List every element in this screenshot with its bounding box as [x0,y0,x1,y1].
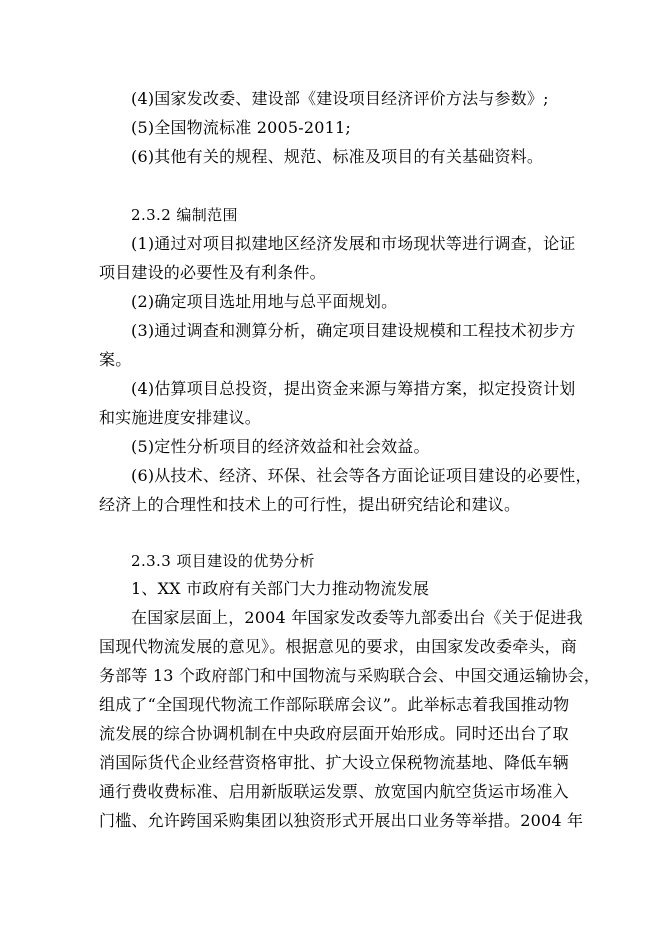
section-heading-232: 2.3.2 编制范围 [131,206,238,224]
scope-line: (5)定性分析项目的经济效益和社会效益。 [131,437,430,456]
basis-item-6: (6)其他有关的规程、规范、标准及项目的有关基础资料。 [131,147,544,166]
paragraph-line: 国现代物流发展的意见》。根据意见的要求，由国家发改委牵头，商 [99,637,578,656]
paragraph-line: 在国家层面上，2004 年国家发改委等九部委出台《关于促进我 [131,608,583,627]
paragraph-line: 通行费收费标准、启用新版联运发票、放宽国内航空货运市场准入 [99,782,569,801]
basis-item-5: (5)全国物流标准 2005-2011; [131,118,351,137]
basis-item-4: (4)国家发改委、建设部《建设项目经济评价方法与参数》; [131,89,549,108]
paragraph-line: 组成了“全国现代物流工作部际联席会议”。此举标志着我国推动物 [99,695,570,714]
scope-line: 和实施进度安排建议。 [99,408,262,427]
section-heading-233: 2.3.3 项目建设的优势分析 [131,552,315,570]
scope-line: (3)通过调查和测算分析，确定项目建设规模和工程技术初步方 [131,321,576,340]
scope-line: 经济上的合理性和技术上的可行性，提出研究结论和建议。 [99,495,521,514]
scope-line: 案。 [99,350,132,369]
scope-line: (6)从技术、经济、环保、社会等各方面论证项目建设的必要性， [131,466,592,485]
paragraph-line: 消国际货代企业经营资格审批、扩大设立保税物流基地、降低车辆 [99,753,569,772]
scope-line: (4)估算项目总投资，提出资金来源与筹措方案，拟定投资计划 [131,379,576,398]
scope-line: (2)确定项目选址用地与总平面规划。 [131,292,398,311]
subsection-heading: 1、XX 市政府有关部门大力推动物流发展 [131,579,430,598]
paragraph-line: 门槛、允许跨国采购集团以独资形式开展出口业务等举措。2004 年 [99,811,584,830]
scope-line: (1)通过对项目拟建地区经济发展和市场现状等进行调查，论证 [131,234,576,253]
paragraph-line: 流发展的综合协调机制在中央政府层面开始形成。同时还出台了取 [99,724,569,743]
paragraph-line: 务部等 13 个政府部门和中国物流与采购联合会、中国交通运输协会， [99,666,601,685]
scope-line: 项目建设的必要性及有利条件。 [99,263,326,282]
